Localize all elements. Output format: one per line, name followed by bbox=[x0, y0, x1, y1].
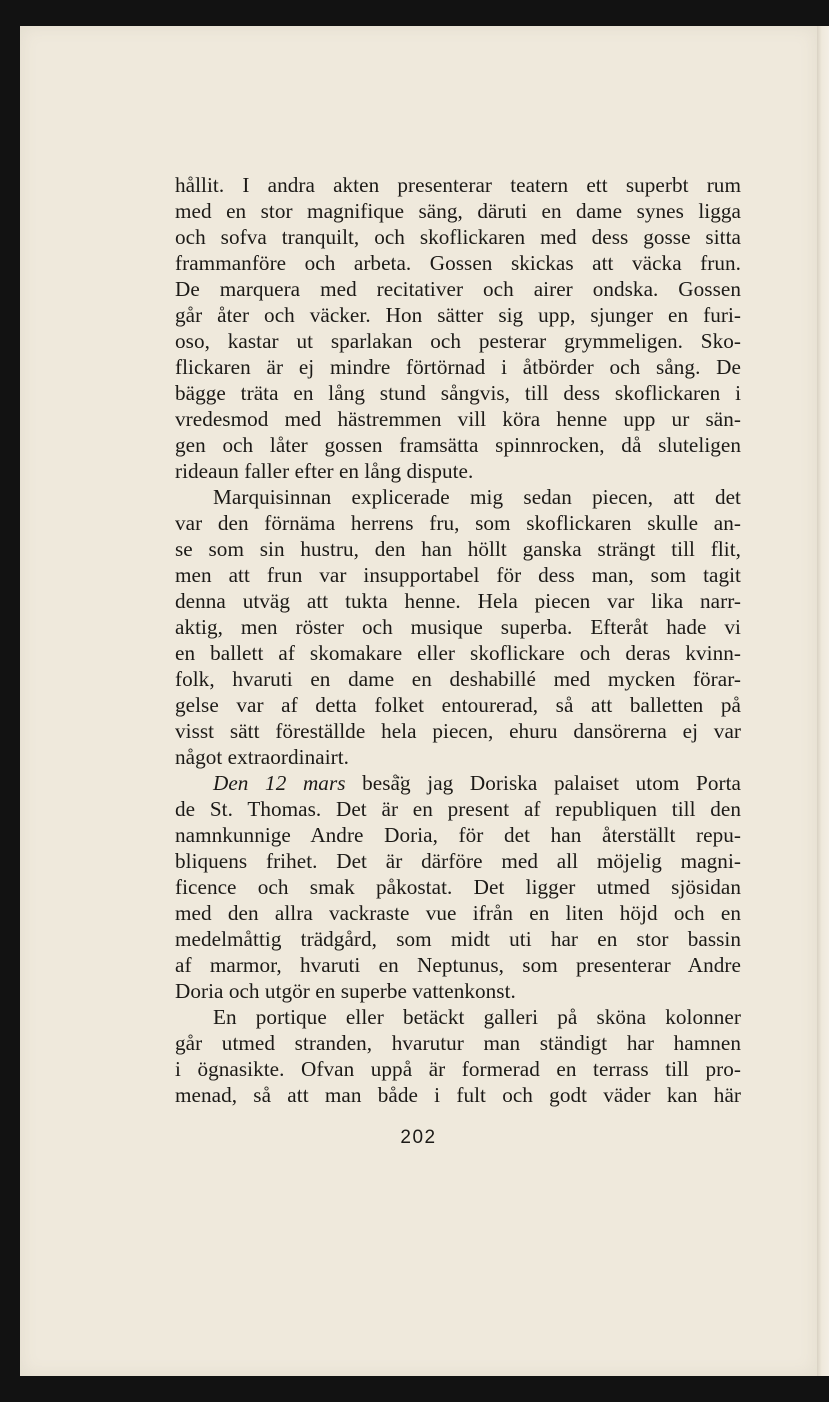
text-line: bliquens frihet. Det är därföre med all möjelig magni- bbox=[175, 849, 741, 873]
text-line: men att frun var insupportabel för dess man, som tagit bbox=[175, 563, 741, 587]
page-number: 202 bbox=[400, 1127, 437, 1148]
text-line: medelmåttig trädgård, som midt uti har en stor bassin bbox=[175, 927, 741, 951]
text-line: ficence och smak påkostat. Det ligger utmed sjösidan bbox=[175, 875, 741, 899]
text-line: gelse var af detta folket entourerad, så att balletten på bbox=[175, 693, 741, 717]
text-line: de St. Thomas. Det är en present af republiquen till den bbox=[175, 797, 741, 821]
text-line: namnkunnige Andre Doria, för det han återställt repu- bbox=[175, 823, 741, 847]
text-line: rideaun faller efter en lång dispute. bbox=[175, 459, 474, 483]
book-page bbox=[20, 26, 817, 1376]
text-line: med den allra vackraste vue ifrån en liten höjd och en bbox=[175, 901, 741, 925]
text-line: går utmed stranden, hvarutur man ständigt har hamnen bbox=[175, 1031, 741, 1055]
text-line: folk, hvaruti en dame en deshabillé med mycken förar- bbox=[175, 667, 741, 691]
text-line: vredesmod med hästremmen vill köra henne upp ur sän- bbox=[175, 407, 741, 431]
text-line: denna utväg att tukta henne. Hela piecen var lika narr- bbox=[175, 589, 741, 613]
text-line: menad, så att man både i fult och godt väder kan här bbox=[175, 1083, 741, 1107]
text-line: och sofva tranquilt, och skoflickaren med dess gosse sitta bbox=[175, 225, 741, 249]
text-line: går åter och väcker. Hon sätter sig upp, sjunger en furi- bbox=[175, 303, 741, 327]
text-line: hållit. I andra akten presenterar teatern ett superbt rum bbox=[175, 173, 741, 197]
text-line: se som sin hustru, den han höllt ganska strängt till flit, bbox=[175, 537, 741, 561]
text-line: något extraordinairt. bbox=[175, 745, 350, 769]
text-line: flickaren är ej mindre förtörnad i åtbörder och sång. De bbox=[175, 355, 741, 379]
text-line: med en stor magnifique säng, däruti en dame synes ligga bbox=[175, 199, 741, 223]
text-line: bägge träta en lång stund sångvis, till dess skoflickaren i bbox=[175, 381, 741, 405]
text-line: frammanföre och arbeta. Gossen skickas att väcka frun. bbox=[175, 251, 741, 275]
text-line: af marmor, hvaruti en Neptunus, som presenterar Andre bbox=[175, 953, 741, 977]
text-line: visst sätt föreställde hela piecen, ehuru dansörerna ej var bbox=[175, 719, 741, 743]
text-line: Marquisinnan explicerade mig sedan piecen, att det bbox=[213, 485, 741, 509]
text-line: en ballett af skomakare eller skoflickare och deras kvinn- bbox=[175, 641, 741, 665]
text-line: var den förnäma herrens fru, som skoflickaren skulle an- bbox=[175, 511, 741, 535]
text-line: gen och låter gossen framsätta spinnrocken, då sluteligen bbox=[175, 433, 741, 457]
text-line: i ögnasikte. Ofvan uppå är formerad en terrass till pro- bbox=[175, 1057, 741, 1081]
text-line: oso, kastar ut sparlakan och pesterar grymmeligen. Sko- bbox=[175, 329, 741, 353]
body-text bbox=[175, 172, 741, 1108]
text-line: Doria och utgör en superbe vattenkonst. bbox=[175, 979, 516, 1003]
italic-date: Den 12 mars bbox=[213, 771, 346, 795]
text-line: aktig, men röster och musique superba. Efteråt hade vi bbox=[175, 615, 741, 639]
page-edge bbox=[817, 26, 829, 1376]
text-line-rest: beså̈g jag Doriska palaiset utom Porta bbox=[345, 771, 742, 795]
text-line: En portique eller betäckt galleri på sköna kolonner bbox=[213, 1005, 741, 1029]
text-line bbox=[175, 770, 741, 796]
text-line: De marquera med recitativer och airer ondska. Gossen bbox=[175, 277, 741, 301]
